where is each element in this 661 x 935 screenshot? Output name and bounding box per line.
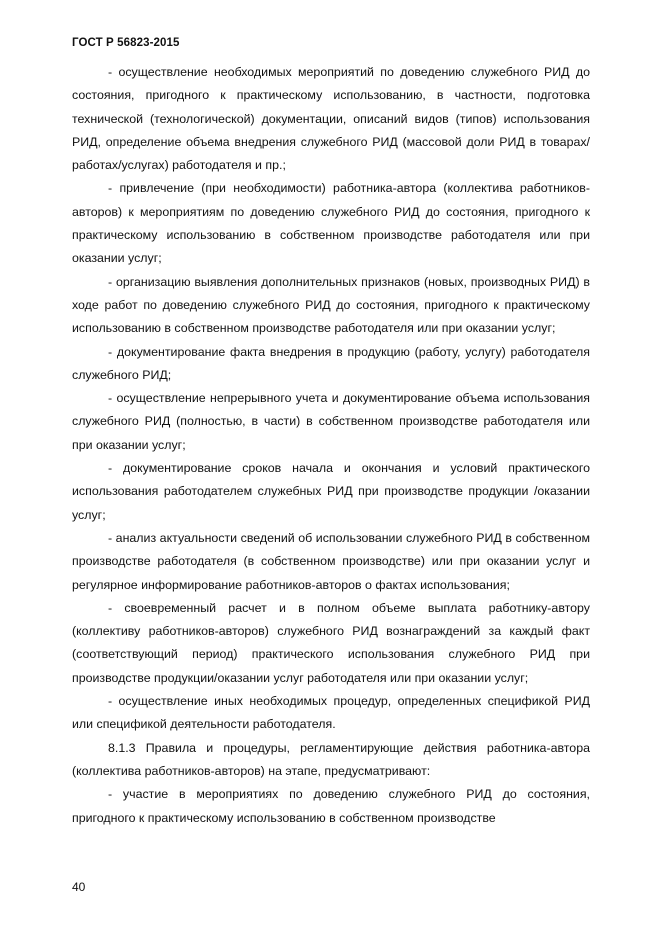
- paragraph-5: - осуществление непрерывного учета и документирование объема использования служебного РИД (полностью, в части) в собственном производстве работодателя или при оказании услуг;: [72, 391, 590, 452]
- paragraph-10: 8.1.3 Правила и процедуры, регламентирующие действия работника-автора (коллектива работников-авторов) на этапе, предусматривают:: [72, 740, 590, 778]
- document-body: [72, 61, 590, 830]
- paragraph-7: - анализ актуальности сведений об использовании служебного РИД в собственном производстве работодателя (в собственном производстве) или при оказании услуг и регулярное информирование работников-авторов о фактах использования;: [72, 530, 590, 592]
- paragraph-1: - осуществление необходимых мероприятий по доведению служебного РИД до состояния, пригодного к практическому использованию, в частности, подготовка технической (технологической) документации, описаний видов (типов) использования РИД, определение объема внедрения служебного РИД (массовой доли РИД в товарах/работах/услугах) работодателя и пр.;: [72, 65, 590, 173]
- paragraph-8: - своевременный расчет и в полном объеме выплата работнику-автору (коллективу работников-авторов) служебного РИД вознаграждений за каждый факт (соответствующий период) практического использования служебного РИД при производстве продукции/оказании услуг работодателя или при оказании услуг;: [72, 600, 590, 685]
- paragraph-6: - документирование сроков начала и окончания и условий практического использования работодателем служебных РИД при производстве продукции /оказании услуг;: [72, 461, 590, 522]
- paragraph-4: - документирование факта внедрения в продукцию (работу, услугу) работодателя служебного РИД;: [72, 344, 590, 382]
- document-header: ГОСТ Р 56823-2015: [72, 37, 180, 49]
- paragraph-11: - участие в мероприятиях по доведению служебного РИД до состояния, пригодного к практическому использованию в собственном производстве: [72, 787, 590, 825]
- paragraph-3: - организацию выявления дополнительных признаков (новых, производных РИД) в ходе работ по доведению служебного РИД до состояния, пригодного к практическому использованию в собственном производстве работодателя или при оказании услуг;: [72, 274, 590, 336]
- paragraph-2: - привлечение (при необходимости) работника-автора (коллектива работников-авторов) к мероприятиям по доведению служебного РИД до состояния, пригодного к практическому использованию в собственном производстве работодателя или при оказании услуг;: [72, 181, 590, 266]
- paragraph-9: - осуществление иных необходимых процедур, определенных спецификой РИД или спецификой деятельности работодателя.: [72, 694, 590, 732]
- page-number: 40: [72, 880, 86, 894]
